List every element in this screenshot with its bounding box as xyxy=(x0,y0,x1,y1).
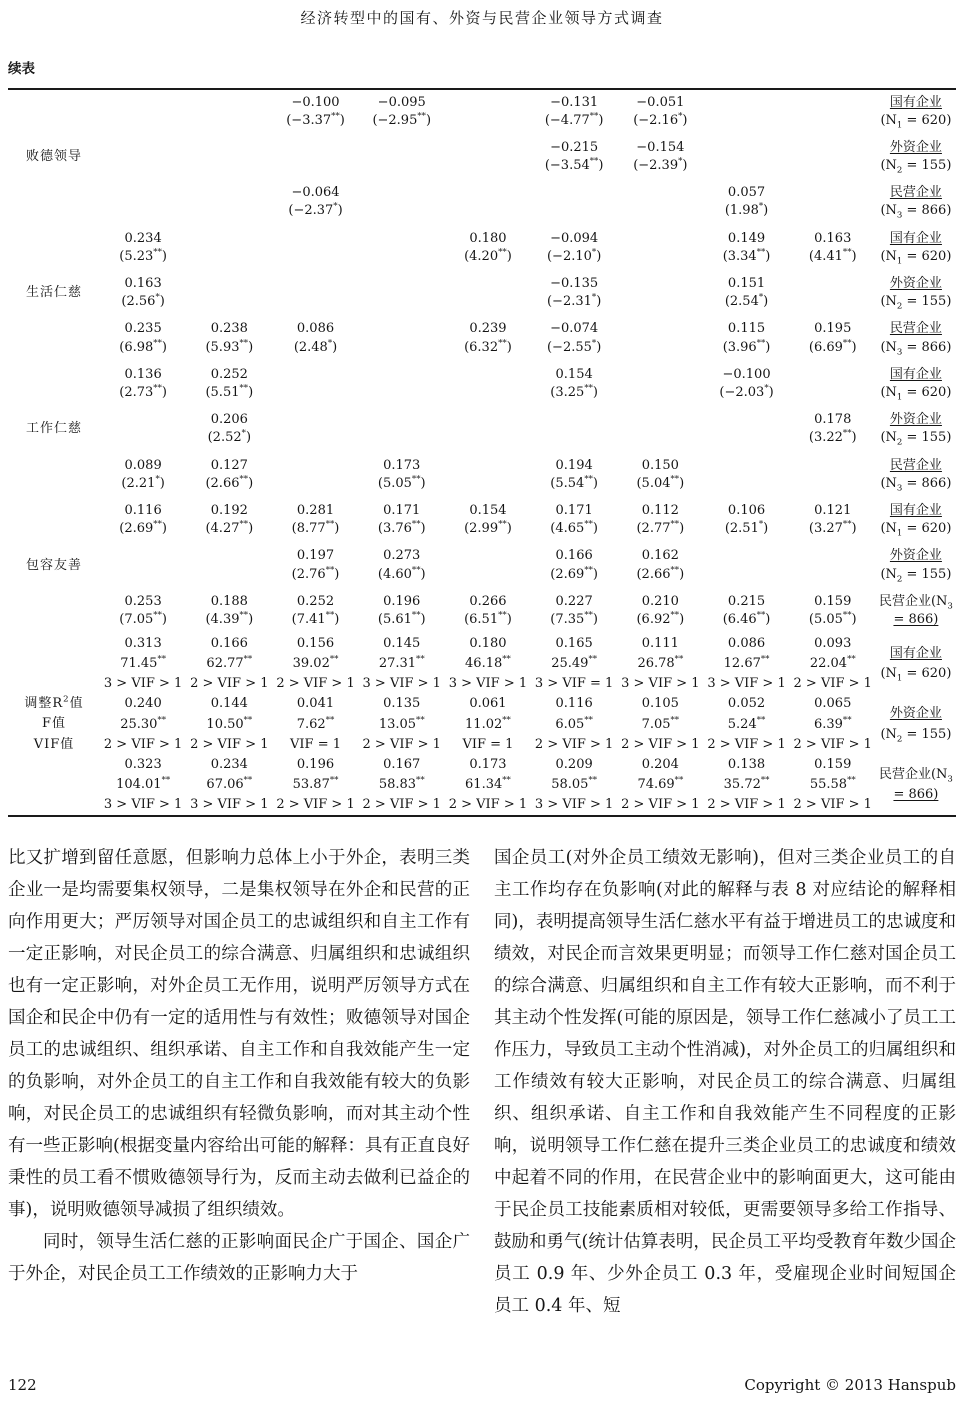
enterprise-label: 国有企业 $(N_1 = 620)$ xyxy=(880,503,952,539)
table-row xyxy=(8,271,956,316)
table-cell: 0.197 (2.76**) xyxy=(291,548,340,582)
table-cell: 0.163 (2.56*) xyxy=(121,276,165,310)
table-cell xyxy=(272,225,358,270)
enterprise-label: 外资企业 $(N_2 = 155)$ xyxy=(880,548,952,585)
table-cell: 0.209 58.05** 3 > VIF > 1 xyxy=(534,756,614,813)
table-cell: 0.154 (3.25**) xyxy=(550,366,598,401)
table-cell: 0.206 (2.52*) xyxy=(207,412,252,446)
table-cell xyxy=(790,271,876,316)
table-cell xyxy=(359,316,445,361)
table-row xyxy=(8,225,956,270)
enterprise-label: 外资企业 $(N_2 = 155)$ xyxy=(880,412,952,449)
table-cell xyxy=(617,361,703,406)
table-cell: 0.253 (7.05**) xyxy=(119,593,167,627)
table-cell xyxy=(100,89,186,134)
table-cell xyxy=(272,361,358,406)
enterprise-label: 国有企业 $(N_1 = 620)$ xyxy=(880,95,952,131)
table-cell: −0.064 (−2.37*) xyxy=(288,185,343,219)
table-cell: 0.196 (5.61**) xyxy=(377,593,426,627)
table-cell xyxy=(359,225,445,270)
table-cell: 0.127 (2.66**) xyxy=(205,457,254,491)
enterprise-label: 外资企业 $(N_2 = 155)$ xyxy=(880,706,952,745)
table-cell: 0.188 (4.39**) xyxy=(205,593,254,627)
table-cell: 0.165 25.49** 3 > VIF = 1 xyxy=(534,635,614,692)
table-row xyxy=(8,180,956,225)
table-cell: 0.105 7.05** 2 > VIF > 1 xyxy=(621,696,700,752)
table-row xyxy=(8,316,956,361)
enterprise-label: 外资企业 $(N_2 = 155)$ xyxy=(880,139,952,176)
table-cell: 0.149 (3.34**) xyxy=(722,230,771,264)
table-cell: −0.100 (−3.37**) xyxy=(286,95,345,129)
page-number: 122 xyxy=(8,1376,37,1394)
row-group-label: 调整$R^2$值 F值 VIF值 xyxy=(24,694,84,752)
table-cell xyxy=(703,134,789,179)
enterprise-label: 民营企业 $(N_3 = 866)$ xyxy=(880,457,952,494)
table-cell xyxy=(445,543,531,588)
table-cell xyxy=(445,89,531,134)
copyright: Copyright © 2013 Hanspub xyxy=(744,1376,956,1394)
enterprise-label: 国有企业 $(N_1 = 620)$ xyxy=(880,230,952,267)
table-row xyxy=(8,694,956,755)
table-cell xyxy=(445,407,531,452)
table-cell xyxy=(445,180,531,225)
table-cell xyxy=(790,361,876,406)
table-cell xyxy=(790,452,876,497)
table-cell: 0.239 (6.32**) xyxy=(464,321,512,355)
table-cell: 0.061 11.02** VIF = 1 xyxy=(462,696,514,752)
table-cell: 0.166 (2.69**) xyxy=(550,548,598,582)
table-cell xyxy=(359,271,445,316)
table-cell xyxy=(186,134,272,179)
table-cell: 0.135 13.05** 2 > VIF > 1 xyxy=(362,696,441,752)
enterprise-label: 国有企业 $(N_1 = 620)$ xyxy=(880,645,952,684)
table-cell: 0.163 (4.41**) xyxy=(808,230,857,264)
table-cell: 0.266 (6.51**) xyxy=(464,593,512,627)
table-cell: 0.086 (2.48*) xyxy=(293,321,338,355)
table-row xyxy=(8,361,956,406)
table-cell: 0.145 27.31** 3 > VIF > 1 xyxy=(362,635,441,692)
table-cell: −0.100 (−2.03*) xyxy=(719,366,774,401)
table-cell xyxy=(790,134,876,179)
table-cell xyxy=(703,452,789,497)
table-cell: 0.173 (5.05**) xyxy=(377,457,426,491)
table-cell xyxy=(100,180,186,225)
table-cell: 0.281 (8.77**) xyxy=(291,503,340,537)
paragraph: 同时，领导生活仁慈的正影响面民企广于国企、国企广于外企，对民企员工工作绩效的正影响力大于 xyxy=(8,1232,470,1284)
table-cell: 0.138 35.72** 2 > VIF > 1 xyxy=(707,756,786,813)
table-cell: 0.057 (1.98*) xyxy=(724,185,769,219)
table-cell: 0.180 (4.20**) xyxy=(464,230,512,264)
table-cell: 0.116 (2.69**) xyxy=(119,503,167,537)
table-cell: 0.215 (6.46**) xyxy=(722,593,771,627)
table-cell xyxy=(617,407,703,452)
table-cell xyxy=(100,543,186,588)
table-cell xyxy=(359,361,445,406)
table-cell: 0.159 55.58** 2 > VIF > 1 xyxy=(793,756,872,813)
table-cell xyxy=(617,225,703,270)
table-cell: 0.154 (2.99**) xyxy=(464,503,512,537)
table-cell: −0.074 (−2.55*) xyxy=(546,321,602,355)
table-cell: 0.235 (6.98**) xyxy=(119,321,167,355)
table-cell xyxy=(531,407,617,452)
table-cell xyxy=(272,271,358,316)
table-cell: −0.094 (−2.10*) xyxy=(546,230,602,264)
table-cell: −0.051 (−2.16*) xyxy=(633,95,688,129)
table-cell: 0.171 (4.65**) xyxy=(550,503,598,537)
table-cell xyxy=(703,543,789,588)
table-cell: 0.171 (3.76**) xyxy=(377,503,426,537)
table-cell xyxy=(359,407,445,452)
table-cell xyxy=(445,271,531,316)
table-cell: 0.089 (2.21*) xyxy=(121,457,165,491)
table-cell: 0.052 5.24** 2 > VIF > 1 xyxy=(707,696,786,752)
table-cell: 0.162 (2.66**) xyxy=(636,548,685,582)
enterprise-label: 民营企业 $(N_3 = 866)$ xyxy=(880,321,952,358)
table-cell: 0.144 10.50** 2 > VIF > 1 xyxy=(190,696,269,752)
table-cell: 0.086 12.67** 3 > VIF > 1 xyxy=(707,635,786,692)
table-row xyxy=(8,588,956,633)
table-cell xyxy=(790,180,876,225)
table-cell xyxy=(186,180,272,225)
body-column-right xyxy=(494,842,956,1322)
table-cell xyxy=(100,134,186,179)
table-cell xyxy=(359,134,445,179)
page-title: 经济转型中的国有、外资与民营企业领导方式调查 xyxy=(300,9,664,27)
body-column-left xyxy=(8,842,470,1322)
table-cell xyxy=(703,89,789,134)
table-cell: 0.192 (4.27**) xyxy=(205,503,254,537)
regression-table xyxy=(8,88,956,817)
table-cell: 0.313 71.45** 3 > VIF > 1 xyxy=(103,635,183,692)
table-cell xyxy=(272,134,358,179)
table-cell: −0.095 (−2.95**) xyxy=(372,95,432,129)
table-cell: 0.194 (5.54**) xyxy=(550,457,598,491)
table-cell xyxy=(186,543,272,588)
table-cell: 0.252 (7.41**) xyxy=(291,593,340,627)
table-cell: 0.116 6.05** 2 > VIF > 1 xyxy=(534,696,614,752)
table-cell xyxy=(100,407,186,452)
table-cell xyxy=(445,452,531,497)
table-cell: 0.238 (5.93**) xyxy=(205,321,254,355)
table-cell xyxy=(531,180,617,225)
table-cell: 0.159 (5.05**) xyxy=(808,593,857,627)
table-cell xyxy=(359,180,445,225)
table-cell: 0.252 (5.51**) xyxy=(205,366,254,401)
table-cell xyxy=(272,452,358,497)
table-row xyxy=(8,452,956,497)
paragraph: 国企员工(对外企员工绩效无影响)，但对三类企业员工的自主工作均存在负影响(对此的解释与表 8 对应结论的解释相同)，表明提高领导生活仁慈水平有益于增进员工的忠诚度和绩效，对民企而言效果更明显；而领导工作仁慈对国企员工的综合满意、归属组织和自主工作有较大正影响，而不利于其主动个性发挥(可能的原因是，领导工作仁慈减小了员工工作压力，导致员工主动个性消减)，对外企员工的归属组织和工作绩效有较大正影响，对民企员工的综合满意、归属组织、组织承诺、自主工作和自我效能产生不同程度的正影响，说明领导工作仁慈在提升三类企业员工的忠诚度和绩效中起着不同的作用，在民营企业中的影响面更大，这可能由于民企员工技能素质相对较低，更需要领导多给工作指导、鼓励和勇气(统计估算表明，民企员工平均受教育年数少国企员工 0.9 年、少外企员工 0.3 年，受雇现企业时间短国企员工 0.4 年、短 xyxy=(494,848,956,1316)
table-cell: 0.178 (3.22**) xyxy=(808,412,857,446)
table-row xyxy=(8,89,956,134)
table-cell: 0.111 26.78** 3 > VIF > 1 xyxy=(621,635,700,692)
table-cell xyxy=(617,316,703,361)
table-cell xyxy=(186,271,272,316)
table-cell xyxy=(445,134,531,179)
table-cell: 0.196 53.87** 2 > VIF > 1 xyxy=(276,756,355,813)
table-cell: 0.240 25.30** 2 > VIF > 1 xyxy=(103,696,183,752)
enterprise-label: 外资企业 $(N_2 = 155)$ xyxy=(880,276,952,312)
page-footer xyxy=(8,1376,956,1394)
table-cell: 0.234 (5.23**) xyxy=(119,230,167,264)
row-group-label: 包容友善 xyxy=(26,557,83,573)
row-group-label: 败德领导 xyxy=(26,149,83,165)
table-cell: 0.273 (4.60**) xyxy=(377,548,426,582)
table-cell: 0.210 (6.92**) xyxy=(636,593,685,627)
table-row xyxy=(8,498,956,543)
table-cell: 0.195 (6.69**) xyxy=(808,321,857,355)
table-cell xyxy=(186,225,272,270)
table-cell: 0.167 58.83** 2 > VIF > 1 xyxy=(362,756,441,813)
table-cell: 0.180 46.18** 3 > VIF > 1 xyxy=(448,635,528,692)
table-cell: 0.234 67.06** 3 > VIF > 1 xyxy=(190,756,269,813)
table-cell: 0.227 (7.35**) xyxy=(550,593,598,627)
enterprise-label: 民营企业($N_3$ = 866) xyxy=(878,766,953,803)
table-cell xyxy=(790,89,876,134)
table-cell: −0.215 (−3.54**) xyxy=(544,139,604,174)
table-cell: 0.093 22.04** 2 > VIF > 1 xyxy=(793,635,872,692)
continued-table-label: 续表 xyxy=(8,61,35,77)
table-cell: 0.112 (2.77**) xyxy=(636,503,685,537)
table-row xyxy=(8,407,956,452)
table-cell: −0.131 (−4.77**) xyxy=(544,95,604,129)
table-cell xyxy=(445,361,531,406)
table-cell xyxy=(790,543,876,588)
table-cell: 0.156 39.02** 2 > VIF > 1 xyxy=(276,635,355,692)
table-cell: 0.323 104.01** 3 > VIF > 1 xyxy=(103,756,183,813)
table-cell: 0.166 62.77** 2 > VIF > 1 xyxy=(190,635,269,692)
table-cell: −0.154 (−2.39*) xyxy=(633,139,688,174)
table-cell: 0.115 (3.96**) xyxy=(722,321,771,355)
table-cell: 0.136 (2.73**) xyxy=(119,366,167,401)
table-cell: 0.204 74.69** 2 > VIF > 1 xyxy=(621,756,700,813)
table-cell: 0.065 6.39** 2 > VIF > 1 xyxy=(793,696,872,752)
table-cell: 0.121 (3.27**) xyxy=(808,503,857,537)
table-row xyxy=(8,134,956,179)
row-group-label: 工作仁慈 xyxy=(26,421,83,437)
table-cell xyxy=(703,407,789,452)
table-row xyxy=(8,634,956,695)
table-cell: 0.150 (5.04**) xyxy=(636,457,685,491)
table-cell xyxy=(617,180,703,225)
enterprise-label: 民营企业($N_3$ = 866) xyxy=(878,593,953,627)
regression-table-body xyxy=(8,89,956,816)
row-group-label: 生活仁慈 xyxy=(26,285,83,301)
table-cell: 0.041 7.62** VIF = 1 xyxy=(290,696,342,752)
table-cell: −0.135 (−2.31*) xyxy=(546,276,602,310)
table-cell xyxy=(272,407,358,452)
table-cell: 0.151 (2.54*) xyxy=(724,276,769,310)
enterprise-label: 民营企业 $(N_3 = 866)$ xyxy=(880,185,952,222)
table-row xyxy=(8,755,956,816)
body-text xyxy=(8,842,956,1322)
table-cell xyxy=(617,271,703,316)
paragraph: 比又扩增到留任意愿，但影响力总体上小于外企，表明三类企业一是均需要集权领导，二是集权领导在外企和民营的正向作用更大；严厉领导对国企员工的忠诚组织和自主工作有一定正影响，对民企员工的综合满意、归属组织和忠诚组织也有一定正影响，对外企员工无作用，说明严厉领导方式在国企和民企中仍有一定的适用性与有效性；败德领导对国企员工的忠诚组织、组织承诺、自主工作和自我效能产生一定的负影响，对外企员工的自主工作和自我效能有较大的负影响，对民企员工的忠诚组织有轻微负影响，而对其主动个性有一些正影响(根据变量内容给出可能的解释：具有正直良好秉性的员工看不惯败德领导行为，反而主动去做利已益企的事)，说明败德领导减损了组织绩效。 xyxy=(8,848,470,1220)
table-row xyxy=(8,543,956,588)
enterprise-label: 国有企业 $(N_1 = 620)$ xyxy=(880,366,952,403)
table-cell: 0.106 (2.51*) xyxy=(724,503,769,537)
table-cell xyxy=(186,89,272,134)
table-cell: 0.173 61.34** 2 > VIF > 1 xyxy=(448,756,528,813)
